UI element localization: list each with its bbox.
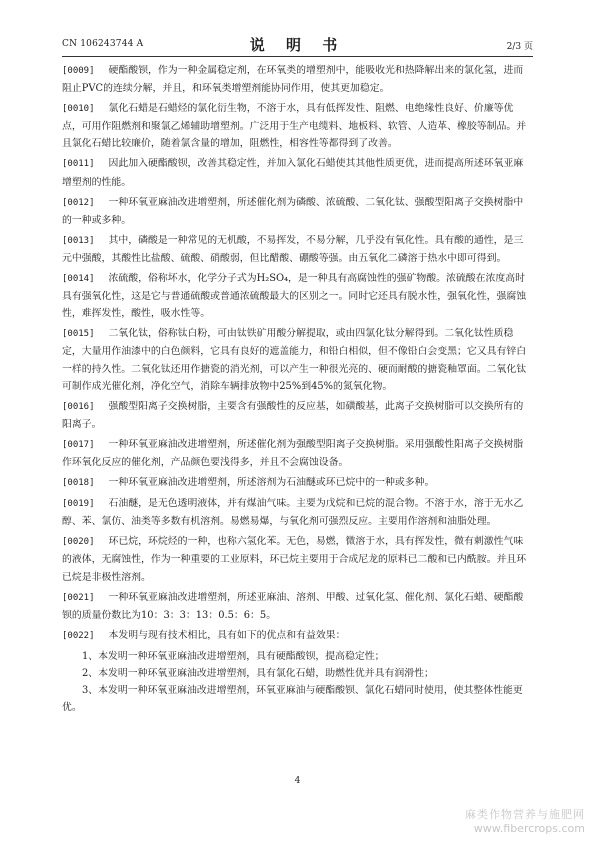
page-indicator: 2/3 页 [506, 42, 533, 52]
paragraph [62, 194, 533, 229]
paragraph [62, 270, 533, 322]
advantage-item: 2、本发明一种环氧亚麻油改进增塑剂，具有氯化石蜡，助燃性优并具有润滑性； [82, 668, 434, 679]
paragraph-number: [0021] [62, 592, 95, 603]
paragraph-text: 一种环氧亚麻油改进增塑剂，所述催化剂为磷酸、浓硫酸、二氧化钛、强酸型阳离子交换树脂中的一种或多种。 [62, 196, 524, 226]
paragraph-number: [0015] [62, 329, 95, 340]
paragraph [62, 627, 533, 645]
paragraph-number: [0011] [62, 159, 95, 170]
paragraph-number: [0020] [62, 537, 95, 548]
paragraph-number: [0019] [62, 499, 95, 510]
paragraph-text: 二氧化钛，俗称钛白粉，可由钛铁矿用酸分解提取，或由四氯化钛分解得到。二氧化钛性质稳定，大量用作油漆中的白色颜料，它具有良好的遮盖能力，和铅白相似，但不像铅白会变黑；它又具有锌白一样的持久性。二氧化钛还用作搪瓷的消光剂，可以产生一种很光亮的、硬而耐酸的搪瓷釉罩面。二氧化钛可制作成光催化剂，净化空气，消除车辆排放物中25%到45%的氮氧化物。 [62, 328, 527, 392]
paragraph [62, 436, 533, 471]
header-divider [62, 56, 533, 57]
paragraph-number: [0017] [62, 439, 95, 450]
paragraph [62, 62, 533, 97]
description-body [62, 62, 533, 716]
paragraph-text: 因此加入硬酯酸钡，改善其稳定性，并加入氯化石蜡使其其他性质更优，进而提高所述环氧亚麻增塑剂的性能。 [62, 158, 524, 188]
advantage-item: 3、本发明一种环氧亚麻油改进增塑剂，环氧亚麻油与硬酯酸钡、氯化石蜡同时使用，使其整体性能更优。 [62, 685, 523, 714]
paragraph [62, 495, 533, 530]
paragraph-text: 硬酯酸钡，作为一种金属稳定剂，在环氧类的增塑剂中，能吸收光和热降解出来的氯化氢，进而阻止PVC的连续分解，并且，和环氧类增塑剂能协同作用，使其更加稳定。 [62, 65, 524, 95]
paragraph [62, 155, 533, 190]
paragraph [62, 100, 533, 152]
paragraph [62, 533, 533, 585]
paragraph-number: [0016] [62, 401, 95, 412]
paragraph [62, 474, 533, 492]
paragraph [62, 589, 533, 624]
watermark-url: www.fibercrops.com [473, 822, 585, 835]
paragraph-text: 其中，磷酸是一种常见的无机酸，不易挥发，不易分解，几乎没有氧化性。具有酸的通性，是三元中强酸，其酸性比盐酸、硫酸、硝酸弱，但比醋酸、硼酸等强。由五氧化二磷溶于热水中即可得到。 [62, 234, 524, 264]
paragraph-number: [0018] [62, 478, 95, 489]
paragraph-text: 本发明与现有技术相比，具有如下的优点和有益效果： [108, 629, 346, 641]
paragraph-number: [0009] [62, 66, 95, 76]
watermark-site-name: 麻类作物营养与施肥网 [465, 808, 585, 821]
advantage-item: 1、本发明一种环氧亚麻油改进增塑剂，具有硬酯酸钡，提高稳定性； [82, 650, 385, 662]
paragraph-number: [0022] [62, 630, 95, 641]
paragraph-text: 氯化石蜡是石蜡烃的氯化衍生物，不溶于水，具有低挥发性、阻燃、电绝缘性良好、价廉等优点，可用作阻燃剂和聚氯乙烯辅助增塑剂。广泛用于生产电缆料、地板料、软管、人造革、橡胶等制品。并且氯化石蜡比较廉价，随着氯含量的增加，阻燃性，相容性等都得到了改善。 [62, 103, 527, 150]
watermark [430, 806, 585, 835]
paragraph-text: 石油醚，是无色透明液体，并有煤油气味。主要为戊烷和已烷的混合物。不溶于水，溶于无水乙醇、苯、氯仿、油类等多数有机溶剂。易燃易爆，与氧化剂可强烈反应。主要用作溶剂和油脂处理。 [62, 498, 524, 528]
page-number: 4 [294, 776, 301, 786]
patent-number: CN 106243744 A [62, 39, 144, 49]
paragraph-text: 环已烷，环烷烃的一种，也称六氢化苯。无色，易燃，微溶于水，具有挥发性，微有刺激性气味的液体，无腐蚀性，作为一种重要的工业原料，环已烷主要用于合成尼龙的原料已二酸和已内酰胺。并且环已烷是非极性溶剂。 [62, 536, 527, 583]
paragraph-number: [0013] [62, 235, 95, 246]
paragraph-text: 一种环氧亚麻油改进增塑剂，所述亚麻油、溶剂、甲酸、过氧化氢、催化剂、氯化石蜡、硬酯酸钡的质量份数比为10：3：3：13：0.5：6：5。 [62, 591, 524, 621]
paragraph-text: 强酸型阳离子交换树脂，主要含有强酸性的反应基，如磺酸基，此离子交换树脂可以交换所有的阳离子。 [62, 400, 524, 430]
paragraph-text: 一种环氧亚麻油改进增塑剂，所述催化剂为强酸型阳离子交换树脂。采用强酸性阳离子交换树脂作环氧化反应的催化剂，产品颜色要浅得多，并且不会腐蚀设备。 [62, 438, 524, 468]
document-title: 说 明 书 [249, 36, 346, 54]
paragraph-text: 浓硫酸，俗称坏水，化学分子式为H₂SO₄，是一种具有高腐蚀性的强矿物酸。浓硫酸在浓度高时具有强氧化性，这是它与普通硫酸或普通浓硫酸最大的区别之一。同时它还具有脱水性，强氧化性，强腐蚀性，难挥发性，酸性，吸水性等。 [62, 273, 527, 320]
paragraph [62, 398, 533, 433]
paragraph [62, 325, 533, 394]
paragraph-number: [0014] [62, 274, 95, 285]
paragraph-text: 一种环氧亚麻油改进增塑剂，所述溶剂为石油醚或环已烷中的一种或多种。 [108, 477, 435, 489]
paragraph [62, 232, 533, 267]
paragraph-number: [0012] [62, 197, 95, 208]
page-header [62, 34, 533, 56]
paragraph-number: [0010] [62, 104, 95, 115]
